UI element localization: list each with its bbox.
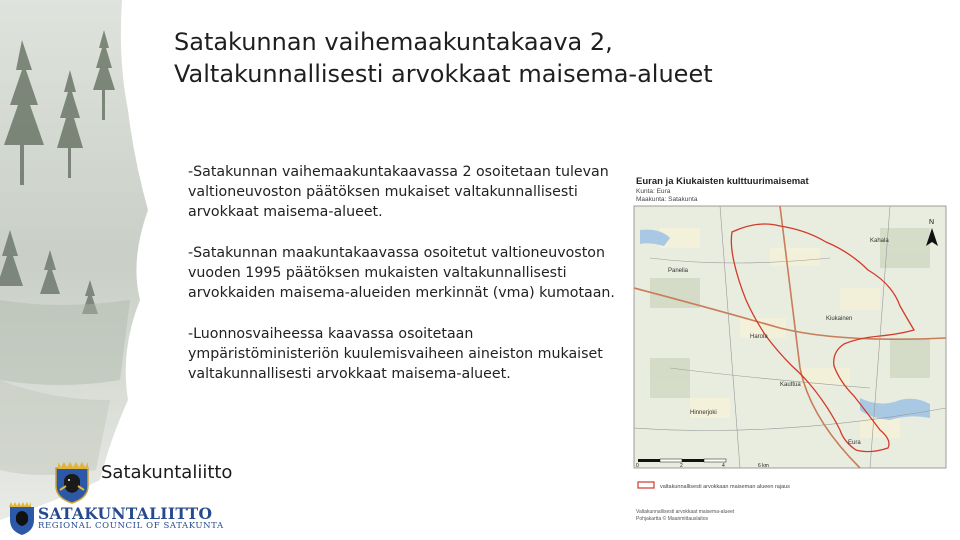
scale-label: 2 <box>680 463 683 469</box>
map-meta-1: Kunta: Eura <box>636 188 671 195</box>
map-frame <box>634 206 946 469</box>
legend-text: valtakunnallisesti arvokkaan maiseman alueen rajaus <box>660 484 790 490</box>
bullet-2-line-3: arvokkaiden maisema-alueiden merkinnät (vma) kumotaan. <box>188 285 615 301</box>
scale-label: 6 km <box>758 463 769 469</box>
slide-title-line1: Satakunnan vaihemaakuntakaava 2, <box>174 28 613 56</box>
bullet-paragraph-3 <box>188 324 628 384</box>
scale-label: 4 <box>722 463 725 469</box>
forest-background-image <box>0 0 160 540</box>
north-arrow-label: N <box>929 219 935 226</box>
bullet-3-line-2: ympäristöministeriön kuulemisvaiheen aineiston mukaiset <box>188 346 603 362</box>
map-meta-2: Maakunta: Satakunta <box>636 196 698 203</box>
bullet-1-line-3: arvokkaat maisema-alueet. <box>188 204 383 220</box>
slide-title <box>174 26 713 90</box>
bullet-2-line-1: -Satakunnan maakuntakaavassa osoitetut valtioneuvoston <box>188 245 605 261</box>
bullet-1-line-1: -Satakunnan vaihemaakuntakaavassa 2 osoitetaan tulevan <box>188 164 609 180</box>
map-legend <box>638 482 790 490</box>
bullet-1-line-2: valtioneuvoston päätöksen mukaiset valtakunnallisesti <box>188 184 578 200</box>
map-place-label: Kauttua <box>780 382 801 388</box>
slide-title-line2: Valtakunnallisesti arvokkaat maisema-alueet <box>174 60 713 88</box>
map-place-label: Hinnerjoki <box>690 410 717 416</box>
map-place-label: Kiukainen <box>826 316 853 322</box>
map-place-label: Eura <box>848 440 861 446</box>
map-credit-2: Pohjakartta © Maanmittauslaitos <box>636 516 709 522</box>
slide-body <box>188 162 628 405</box>
scale-label: 0 <box>636 463 639 469</box>
bullet-3-line-1: -Luonnosvaiheessa kaavassa osoitetaan <box>188 326 474 342</box>
map-place-label: Panelia <box>668 268 689 274</box>
wordmark-shield-icon <box>8 502 36 536</box>
bullet-3-line-3: valtakunnallisesti arvokkaat maisema-alueet. <box>188 366 511 382</box>
coat-of-arms-icon <box>50 460 94 504</box>
map-title: Euran ja Kiukaisten kulttuurimaisemat <box>636 176 809 187</box>
wordmark-line-1: SATAKUNTALIITTO <box>38 504 213 523</box>
wordmark-line-2: REGIONAL COUNCIL OF SATAKUNTA <box>38 521 224 531</box>
landscape-area-map <box>630 168 950 530</box>
map-place-label: Harola <box>750 334 768 340</box>
org-label: Satakuntaliitto <box>101 462 233 483</box>
bullet-paragraph-1 <box>188 162 628 222</box>
bullet-2-line-2: vuoden 1995 päätöksen mukaisten valtakunnallisesti <box>188 265 567 281</box>
bullet-paragraph-2 <box>188 243 628 303</box>
map-place-label: Kahala <box>870 238 889 244</box>
map-credit-1: Valtakunnallisesti arvokkaat maisema-alueet <box>636 509 735 515</box>
